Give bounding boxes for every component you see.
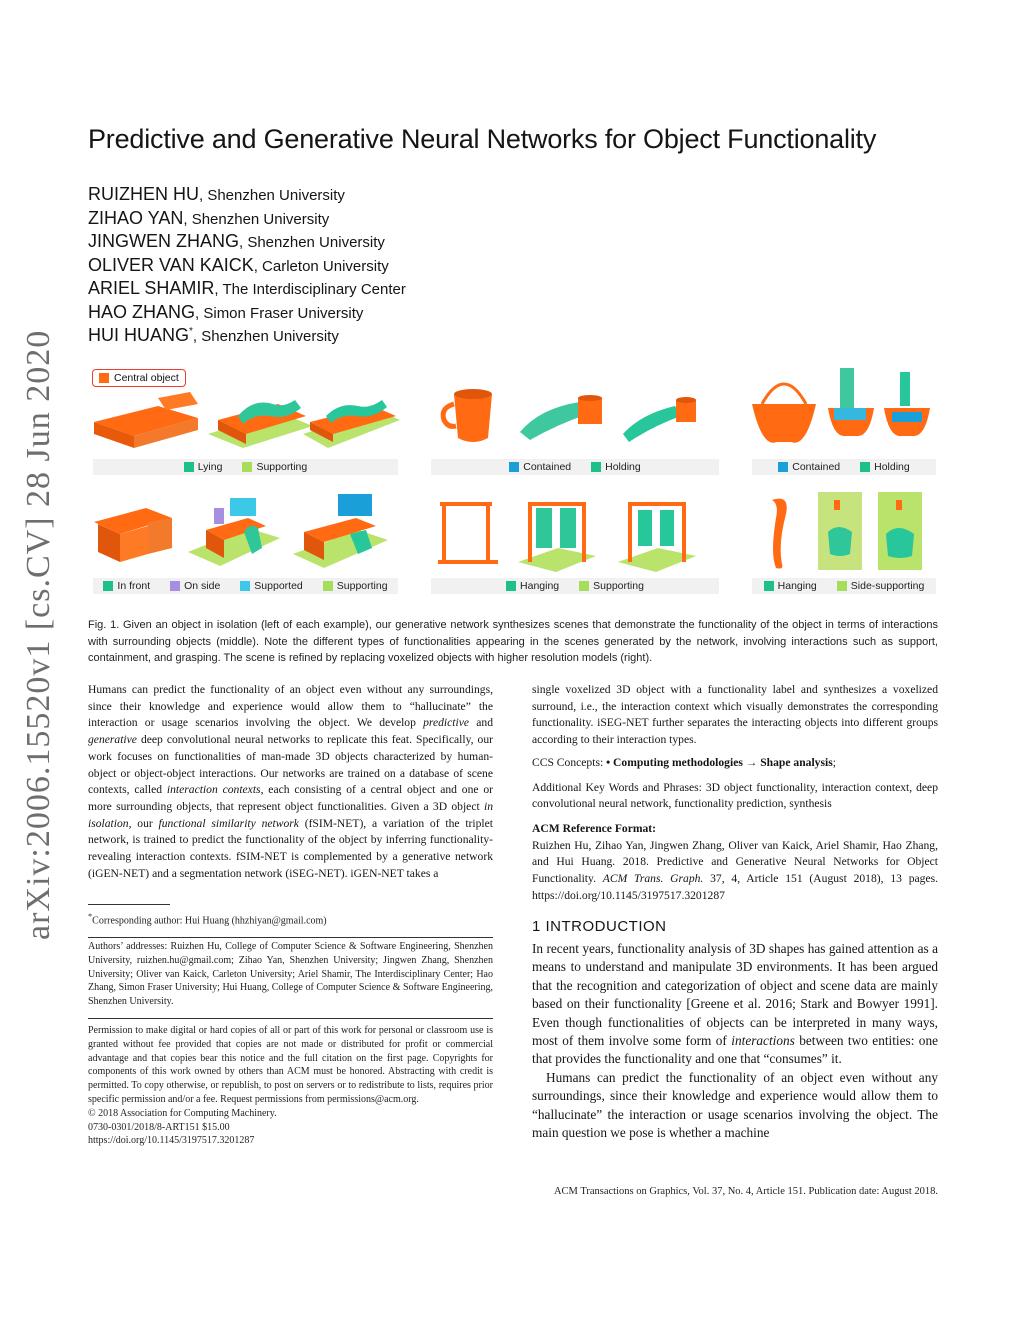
keywords: Additional Key Words and Phrases: 3D object functionality, interaction context, deep convolutional neural network, functionality prediction, synthesis [532, 780, 938, 811]
basket-render-illustration [884, 372, 930, 436]
author-line [88, 325, 339, 346]
acm-ref-journal: ACM Trans. Graph. [602, 872, 704, 886]
author-name: ARIEL SHAMIR [88, 278, 215, 298]
abstract-emph: interaction contexts [166, 783, 261, 797]
acm-ref-text [532, 838, 938, 905]
legend-label: Contained [792, 461, 841, 473]
legend-desk [93, 578, 398, 594]
hook-scene-illustration [818, 492, 862, 570]
legend-swatch [509, 462, 519, 472]
legend-bed [93, 459, 398, 475]
legend-item [764, 580, 817, 592]
central-object-label: Central object [114, 372, 179, 384]
abstract [88, 682, 493, 882]
corresponding-footnote: *Corresponding author: Hui Huang (hhzhiyan@gmail.com) [88, 912, 327, 927]
copyright-text: © 2018 Association for Computing Machinery. [88, 1107, 277, 1119]
abstract-text: (fSIM-NET), a variation of the triplet network, is trained to predict the functionality of the object by inferring functionality-revealing interaction contexts. fSIM-NET is complemented by a generative network (iGEN-NET) and a segmentation network (iSEG-NET). iGEN-NET takes a [88, 816, 494, 880]
legend-label: Side-supporting [850, 580, 925, 592]
legend-label: Supporting [593, 580, 644, 592]
desk-illustration [94, 508, 172, 562]
legend-item [778, 461, 840, 473]
legend-swatch [778, 462, 788, 472]
right-column [532, 682, 938, 904]
introduction-body [532, 940, 938, 1142]
legend-item [837, 580, 925, 592]
permission-footnote [88, 1024, 493, 1148]
legend-swatch [323, 581, 333, 591]
legend-swatch [240, 581, 250, 591]
legend-item [506, 580, 559, 592]
legend-label: Supporting [256, 461, 308, 473]
abstract-continuation: single voxelized 3D object with a functionality label and synthesizes a voxelized surround, i.e., the interaction context which visually demonstrates the corresponding functionality. iSEG-NET further separates the interacting objects into different groups according to their interaction types. [532, 683, 938, 747]
author-line [88, 255, 389, 276]
author-name: ZIHAO YAN [88, 207, 184, 228]
legend-item [242, 461, 307, 473]
intro-paragraph: Humans can predict the functionality of an object even without any surroundings, since their knowledge and experience would allow them to “hallucinate” the interaction or usage scenarios involving the object. The main question we pose is whether a machine [532, 1069, 938, 1141]
author-line [88, 231, 385, 252]
mug-render-illustration [623, 397, 696, 442]
abstract-text: and [469, 716, 493, 730]
ccs-end: ; [832, 755, 836, 769]
desk-render-illustration [293, 494, 388, 568]
hook-illustration [772, 499, 787, 569]
legend-swatch [591, 462, 601, 472]
ccs-concepts [532, 755, 938, 772]
legend-item [591, 461, 641, 473]
legend-swatch [860, 462, 870, 472]
abstract-text: Humans can predict the functionality of an object even without any surroundings, since their knowledge and experience would allow them to “hallucinate” the interaction or usage scenarios involving the object. We develop [88, 683, 493, 730]
abstract-text: , our [128, 816, 159, 830]
intro-text: In recent years, functionality analysis of 3D shapes has gained attention as a means to understand and manipulate 3D environments. It has been argued that the recognition and categorization of object and scene data are mainly based on their functionality [Greene et al. 2016; Stark and Bowyer 1991]. Even though functionalities of objects can be interpreted in many ways, most of them involve some form of [532, 941, 938, 1049]
acm-ref-part: 37, 4, Article 151 (August 2018), 13 pages. https://doi.org/10.1145/3197517.3201287 [532, 872, 938, 902]
author-affiliation: , Shenzhen University [239, 234, 385, 251]
rack-illustration [438, 502, 498, 562]
legend-swatch [579, 581, 589, 591]
legend-swatch [170, 581, 180, 591]
addresses-rule [88, 937, 493, 938]
legend-label: Supported [254, 580, 303, 592]
legend-item [240, 580, 302, 592]
corresponding-text: Corresponding author: Hui Huang (hhzhiyan@gmail.com) [92, 915, 327, 927]
legend-basket [752, 459, 936, 475]
legend-label: Supporting [336, 580, 388, 592]
intro-emph: interactions [731, 1033, 795, 1049]
legend-rack [431, 578, 719, 594]
legend-item [170, 580, 220, 592]
author-affiliation: , Shenzhen University [183, 210, 330, 228]
author-affiliation: , The Interdisciplinary Center [214, 281, 406, 298]
rack-scene-illustration [518, 502, 596, 572]
intro-text: between two entities: one that provides the functionality and one that “consumes” it. [532, 1033, 938, 1067]
acm-ref-heading: ACM Reference Format: [532, 821, 657, 835]
legend-label: Contained [523, 461, 572, 473]
basket-illustration [752, 384, 816, 443]
author-affiliation: , Shenzhen University [199, 187, 345, 204]
author-line [88, 278, 406, 299]
legend-label: In front [117, 580, 151, 592]
bed-illustration [94, 392, 198, 448]
legend-swatch [103, 581, 113, 591]
legend-label: Holding [605, 461, 641, 473]
author-name: JINGWEN ZHANG [88, 231, 239, 251]
figure-1 [88, 362, 938, 602]
bed-render-illustration [303, 400, 400, 448]
legend-item [860, 461, 910, 473]
basket-scene-illustration [828, 368, 874, 436]
page-footer: ACM Transactions on Graphics, Vol. 37, No. 4, Article 151. Publication date: August 2018. [553, 1186, 938, 1197]
footnote-rule [88, 904, 170, 905]
abstract-text: deep convolutional neural networks to replicate this feat. Specifically, our work focuses on functionalities of man-made 3D objects characterized by human-object or object-object interactions. Our networks are trained on a database of scene contexts, called [88, 733, 493, 797]
legend-hook [752, 578, 936, 594]
legend-swatch [837, 581, 847, 591]
abstract-emph: in isolation [88, 799, 493, 830]
legend-swatch [242, 462, 252, 472]
abstract-emph: generative [88, 733, 137, 747]
legend-swatch [764, 581, 774, 591]
desk-scene-illustration [188, 498, 280, 566]
doi-text: https://doi.org/10.1145/3197517.3201287 [88, 1135, 255, 1147]
legend-label: Lying [197, 461, 223, 473]
author-name: HAO ZHANG [88, 301, 196, 322]
figure-illustrations [88, 362, 938, 602]
acm-ref-part: Ruizhen Hu, Zihao Yan, Jingwen Zhang, Oliver van Kaick, Ariel Shamir, Hao Zhang, and Hui Huang. 2018. Predictive and Generative Neural Networks for Object Functionality. [532, 838, 938, 886]
author-line [88, 208, 329, 229]
arxiv-stamp: arXiv:2006.15520v1 [cs.CV] 28 Jun 2020 [20, 329, 57, 940]
author-asterisk: * [189, 326, 193, 337]
legend-item [323, 580, 388, 592]
permission-text: Permission to make digital or hard copies of all or part of this work for personal or classroom use is granted without fee provided that copies are not made or distributed for profit or commercial advantage and that copies bear this notice and the full citation on the first page. Copyrights for components of this work owned by others than ACM must be honored. Abstracting with credit is permitted. To copy otherwise, or republish, to post on servers or to redistribute to lists, requires prior specific permission and/or a fee. Request permissions from permissions@acm.org. [88, 1025, 493, 1105]
abstract-emph: functional similarity network [158, 816, 299, 830]
legend-swatch [184, 462, 194, 472]
author-name: RUIZHEN HU [88, 184, 199, 204]
mug-scene-illustration [520, 395, 602, 440]
legend-swatch [506, 581, 516, 591]
hook-render-illustration [878, 492, 922, 570]
abstract-emph: predictive [423, 716, 470, 730]
section-heading-introduction: 1 INTRODUCTION [532, 918, 667, 935]
ccs-bullet: • Computing methodologies → Shape analysis [606, 755, 833, 769]
author-name: OLIVER VAN KAICK [88, 254, 254, 275]
legend-item [579, 580, 644, 592]
mug-illustration [443, 389, 492, 442]
author-name: HUI HUANG [88, 325, 190, 345]
legend-mug [431, 459, 719, 475]
legend-item [103, 580, 150, 592]
bed-scene-illustration [208, 400, 313, 448]
intro-paragraph [532, 940, 938, 1069]
abstract-text: , each consisting of a central object and one or more surrounding objects, that represent object functionalities. Given a 3D object [88, 783, 494, 813]
legend-label: Hanging [777, 580, 817, 592]
author-affiliation: , Carleton University [253, 257, 389, 275]
ccs-label: CCS Concepts: [532, 755, 607, 769]
figure-caption: Fig. 1. Given an object in isolation (left of each example), our generative network synthesizes scenes that demonstrate the functionality of the object in terms of interactions with surrounding objects (middle). Note the different types of functionalities appearing in the scenes generated by the network, involving interactions such as support, containment, and grasping. The scene is refined by replacing voxelized objects with higher resolution models (right). [88, 619, 938, 664]
legend-label: Hanging [520, 580, 560, 592]
author-line [88, 184, 345, 205]
author-affiliation: , Shenzhen University [192, 328, 339, 345]
permission-rule [88, 1018, 493, 1019]
legend-label: Holding [874, 461, 910, 473]
issn-text: 0730-0301/2018/8-ART151 $15.00 [88, 1121, 230, 1133]
author-line [88, 302, 363, 323]
legend-item [509, 461, 571, 473]
author-affiliation: , Simon Fraser University [195, 304, 364, 322]
legend-label: On side [184, 580, 221, 592]
legend-item [184, 461, 223, 473]
addresses-footnote: Authors’ addresses: Ruizhen Hu, College of Computer Science & Software Engineering, Shenzhen University, ruizhen.hu@gmail.com; Zihao Yan, Shenzhen University; Jingwen Zhang, Shenzhen University; Oliver van Kaick, Carleton University; Ariel Shamir, The Interdisciplinary Center; Hao Zhang, Simon Fraser University; Hui Huang, College of Computer Science & Software Engineering, Shenzhen University. [88, 941, 493, 1008]
rack-render-illustration [618, 502, 696, 572]
paper-title: Predictive and Generative Neural Networks for Object Functionality [88, 124, 877, 154]
